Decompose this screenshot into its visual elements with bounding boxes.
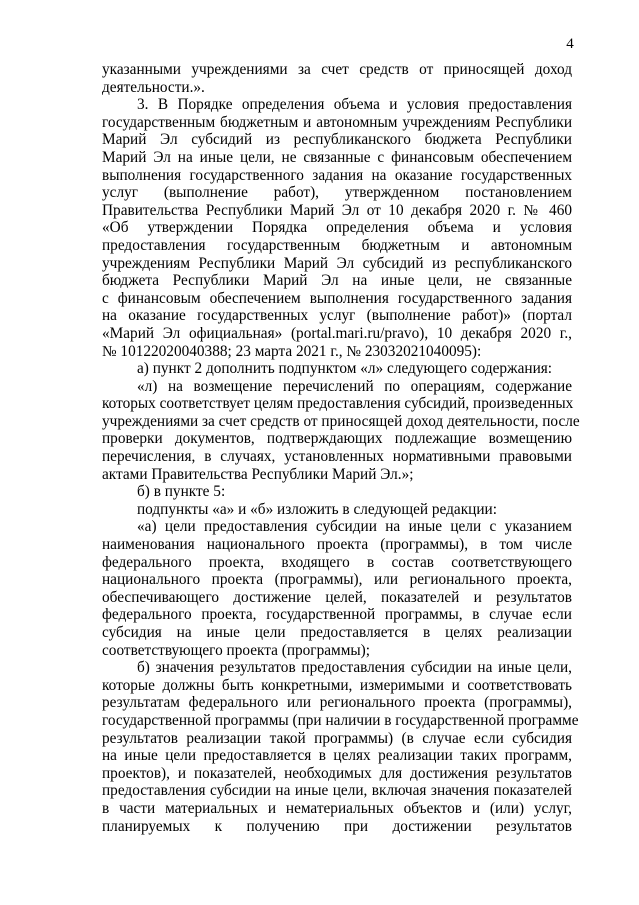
text-line: актами Правительства Республики Марий Эл.»;	[102, 465, 414, 483]
text-line: государственным бюджетным и автономным учреждениям Республики	[102, 113, 572, 131]
text-line: федерального проекта, государственной программы, в случае если	[102, 606, 572, 624]
text-line: 3. В Порядке определения объема и условия предоставления	[137, 96, 572, 114]
text-line: подпункты «а» и «б» изложить в следующей редакции:	[137, 500, 497, 518]
text-line: национального проекта (программы), или регионального проекта,	[102, 571, 572, 589]
text-line: наименования национального проекта (программы), в том числе	[102, 536, 572, 554]
text-line: планируемых к получению при достижении результатов	[102, 817, 572, 835]
text-line: проектов), и показателей, необходимых для достижения результатов	[102, 764, 572, 782]
document-body	[102, 61, 580, 835]
text-line: предоставления государственным бюджетным и автономным	[102, 236, 572, 254]
text-line: в части материальных и нематериальных объектов и (или) услуг,	[102, 799, 572, 817]
text-line: «а) цели предоставления субсидии на иные цели с указанием	[137, 518, 572, 536]
text-line: услуг (выполнение работ), утвержденном постановлением	[102, 184, 572, 202]
text-line: результатам федерального или регионального проекта (программы),	[102, 694, 572, 712]
text-line: б) значения результатов предоставления субсидии на иные цели,	[137, 659, 572, 677]
text-line: указанными учреждениями за счет средств от приносящей доход	[102, 61, 572, 78]
text-line: на оказание государственных услуг (выполнение работ)» (портал	[102, 307, 572, 325]
text-line: субсидия на иные цели предоставляется в целях реализации	[102, 624, 572, 641]
text-line: Марий Эл на иные цели, не связанные с финансовым обеспечением	[102, 148, 572, 166]
text-line: проверки документов, подтверждающих подлежащие возмещению	[102, 430, 572, 448]
text-line: обеспечивающего достижение целей, показателей и результатов	[102, 588, 572, 606]
text-line: учреждениями за счет средств от приносящей доход деятельности, после	[102, 412, 580, 430]
text-line: которых соответствует целям предоставления субсидий, произведенных	[102, 395, 574, 413]
text-line: Правительства Республики Марий Эл от 10 декабря 2020 г. № 460	[102, 201, 572, 219]
text-line: которые должны быть конкретными, измеримыми и соответствовать	[102, 676, 572, 694]
text-line: соответствующего проекта (программы);	[102, 641, 370, 659]
text-line: № 10122020040388; 23 марта 2021 г., № 23032021040095):	[102, 342, 482, 360]
text-line: а) пункт 2 дополнить подпунктом «л» следующего содержания:	[137, 360, 553, 378]
text-line: выполнения государственного задания на оказание государственных	[102, 166, 572, 184]
text-line: бюджета Республики Марий Эл на иные цели, не связанные	[102, 272, 572, 290]
text-line: на иные цели предоставляется в целях реализации таких программ,	[102, 747, 572, 765]
text-line: государственной программы (при наличии в государственной программе	[102, 711, 579, 729]
text-line: «Марий Эл официальная» (portal.mari.ru/pravo), 10 декабря 2020 г.,	[102, 324, 572, 342]
text-line: б) в пункте 5:	[137, 483, 226, 501]
text-line: учреждениям Республики Марий Эл субсидий из республиканского	[102, 254, 572, 272]
text-line: Марий Эл субсидий из республиканского бюджета Республики	[102, 131, 572, 149]
text-line: «Об утверждении Порядка определения объема и условия	[102, 219, 572, 237]
text-line: результатов реализации такой программы) (в случае если субсидия	[102, 729, 572, 747]
text-line: федерального проекта, входящего в состав соответствующего	[102, 553, 572, 571]
page-number: 4	[566, 36, 574, 52]
text-line: с финансовым обеспечением выполнения государственного задания	[102, 289, 572, 307]
text-line: «л) на возмещение перечислений по операциям, содержание	[137, 377, 572, 395]
text-line: перечисления, в случаях, установленных нормативными правовыми	[102, 448, 572, 466]
text-line: деятельности.».	[102, 78, 205, 96]
text-line: предоставления субсидии на иные цели, включая значения показателей	[102, 782, 572, 800]
